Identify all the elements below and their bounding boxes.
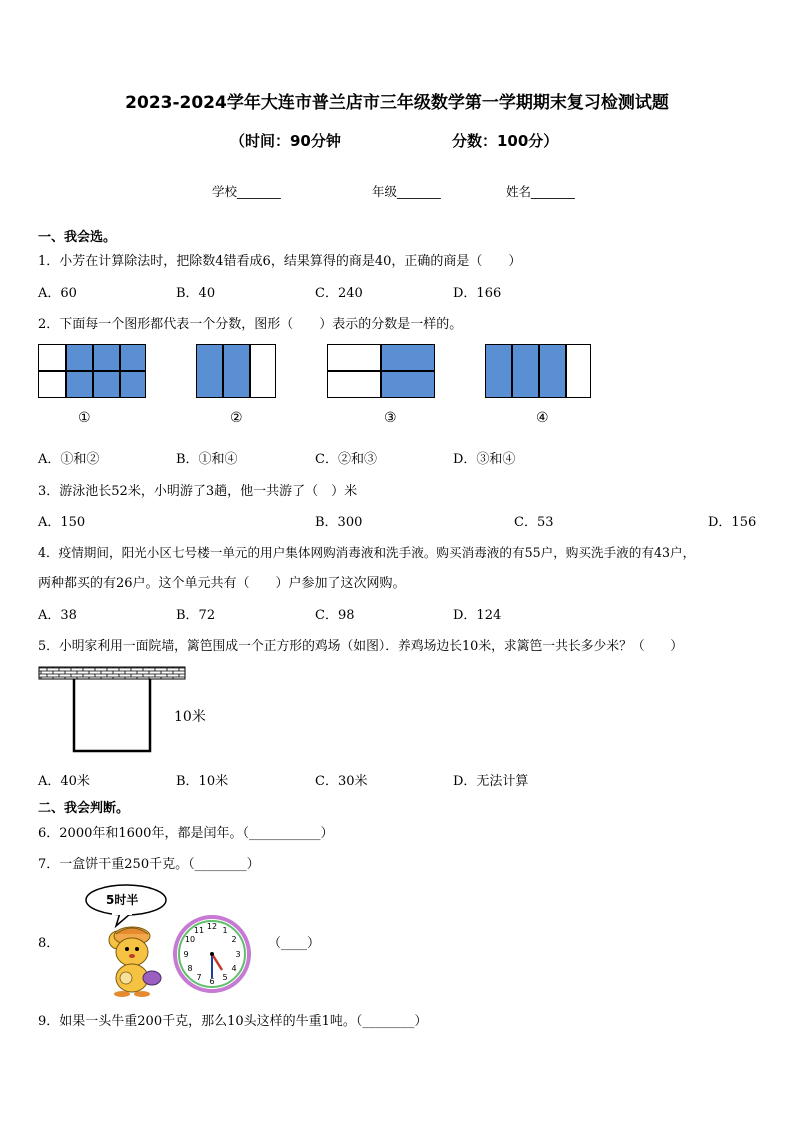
speech-bubble-text: 5时半 bbox=[106, 893, 139, 907]
q3-option-d: D．156 bbox=[708, 515, 757, 530]
q4-option-d: D．124 bbox=[453, 608, 502, 623]
svg-text:6: 6 bbox=[209, 977, 215, 986]
svg-text:1: 1 bbox=[222, 926, 228, 935]
q3-option-b: B．300 bbox=[315, 515, 363, 530]
svg-text:5: 5 bbox=[222, 973, 228, 982]
q5-option-b: B．10米 bbox=[176, 774, 229, 789]
q2-option-d: D．③和④ bbox=[453, 452, 516, 467]
question-8-blank: （____） bbox=[268, 936, 321, 951]
svg-text:11: 11 bbox=[193, 926, 205, 935]
question-9: 9．如果一头牛重200千克，那么10头这样的牛重1吨。（________） bbox=[38, 1014, 428, 1029]
page-title: 2023-2024学年大连市普兰店市三年级数学第一学期期末复习检测试题 bbox=[125, 93, 669, 113]
svg-text:2: 2 bbox=[231, 935, 237, 944]
q3-option-c: C．53 bbox=[514, 515, 554, 530]
svg-text:7: 7 bbox=[196, 973, 202, 982]
wall bbox=[39, 667, 185, 679]
figure-label-3: ③ bbox=[384, 410, 397, 426]
cartoon-mouse-image bbox=[104, 918, 170, 998]
svg-text:8: 8 bbox=[187, 964, 193, 973]
svg-text:4: 4 bbox=[231, 964, 237, 973]
question-2: 2．下面每一个图形都代表一个分数，图形（ ）表示的分数是一样的。 bbox=[38, 317, 463, 332]
name-field: 姓名_______ bbox=[506, 184, 575, 199]
figure-label-2: ② bbox=[230, 410, 243, 426]
section-title-1: 一、我会选。 bbox=[38, 230, 117, 245]
fraction-figure-4 bbox=[485, 344, 591, 398]
q4-option-a: A．38 bbox=[38, 608, 77, 623]
question-1: 1．小芳在计算除法时，把除数4错看成6，结果算得的商是40，正确的商是（ ） bbox=[38, 254, 522, 269]
exam-time: （时间：90分钟 bbox=[230, 132, 341, 150]
question-8-number: 8． bbox=[38, 936, 60, 951]
question-4-line-1: 4．疫情期间，阳光小区七号楼一单元的用户集体网购消毒液和洗手液。购买消毒液的有55户，购买洗手液的有43户， bbox=[38, 545, 696, 560]
q5-option-d: D．无法计算 bbox=[453, 774, 529, 789]
q2-option-a: A．①和② bbox=[38, 452, 100, 467]
figure-label-1: ① bbox=[78, 410, 91, 426]
q3-option-a: A．150 bbox=[38, 515, 86, 530]
q1-option-c: C．240 bbox=[315, 286, 363, 301]
question-3: 3．游泳池长52米，小明游了3趟，他一共游了（ ）米 bbox=[38, 484, 358, 499]
q5-option-c: C．30米 bbox=[315, 774, 368, 789]
q1-option-a: A．60 bbox=[38, 286, 77, 301]
clock-face bbox=[172, 914, 252, 994]
fraction-figure-2 bbox=[196, 344, 276, 398]
figure-label-4: ④ bbox=[536, 410, 549, 426]
q4-option-b: B．72 bbox=[176, 608, 216, 623]
fraction-figure-1 bbox=[38, 344, 146, 398]
exam-score: 分数：100分） bbox=[452, 132, 559, 150]
school-field: 学校_______ bbox=[212, 184, 281, 199]
question-5: 5．小明家利用一面院墙，篱笆围成一个正方形的鸡场（如图）．养鸡场边长10米，求篱笆一共长多少米？（ ） bbox=[38, 639, 684, 654]
question-7: 7．一盒饼干重250千克。（________） bbox=[38, 857, 260, 872]
chicken-yard-figure bbox=[38, 665, 188, 755]
svg-text:3: 3 bbox=[235, 950, 241, 959]
fence bbox=[74, 679, 150, 751]
svg-text:9: 9 bbox=[183, 950, 189, 959]
fraction-figure-3 bbox=[327, 344, 435, 398]
q5-option-a: A．40米 bbox=[38, 774, 90, 789]
grade-field: 年级_______ bbox=[372, 184, 441, 199]
svg-text:10: 10 bbox=[184, 935, 196, 944]
side-length-label: 10米 bbox=[174, 709, 206, 725]
q2-option-b: B．①和④ bbox=[176, 452, 238, 467]
q4-option-c: C．98 bbox=[315, 608, 355, 623]
svg-text:12: 12 bbox=[206, 922, 218, 931]
q1-option-b: B．40 bbox=[176, 286, 216, 301]
section-title-2: 二、我会判断。 bbox=[38, 801, 130, 816]
question-4-line-2: 两种都买的有26户。这个单元共有（ ）户参加了这次网购。 bbox=[38, 576, 406, 591]
q2-option-c: C．②和③ bbox=[315, 452, 377, 467]
q1-option-d: D．166 bbox=[453, 286, 502, 301]
question-6: 6．2000年和1600年，都是闰年。（___________） bbox=[38, 826, 334, 841]
